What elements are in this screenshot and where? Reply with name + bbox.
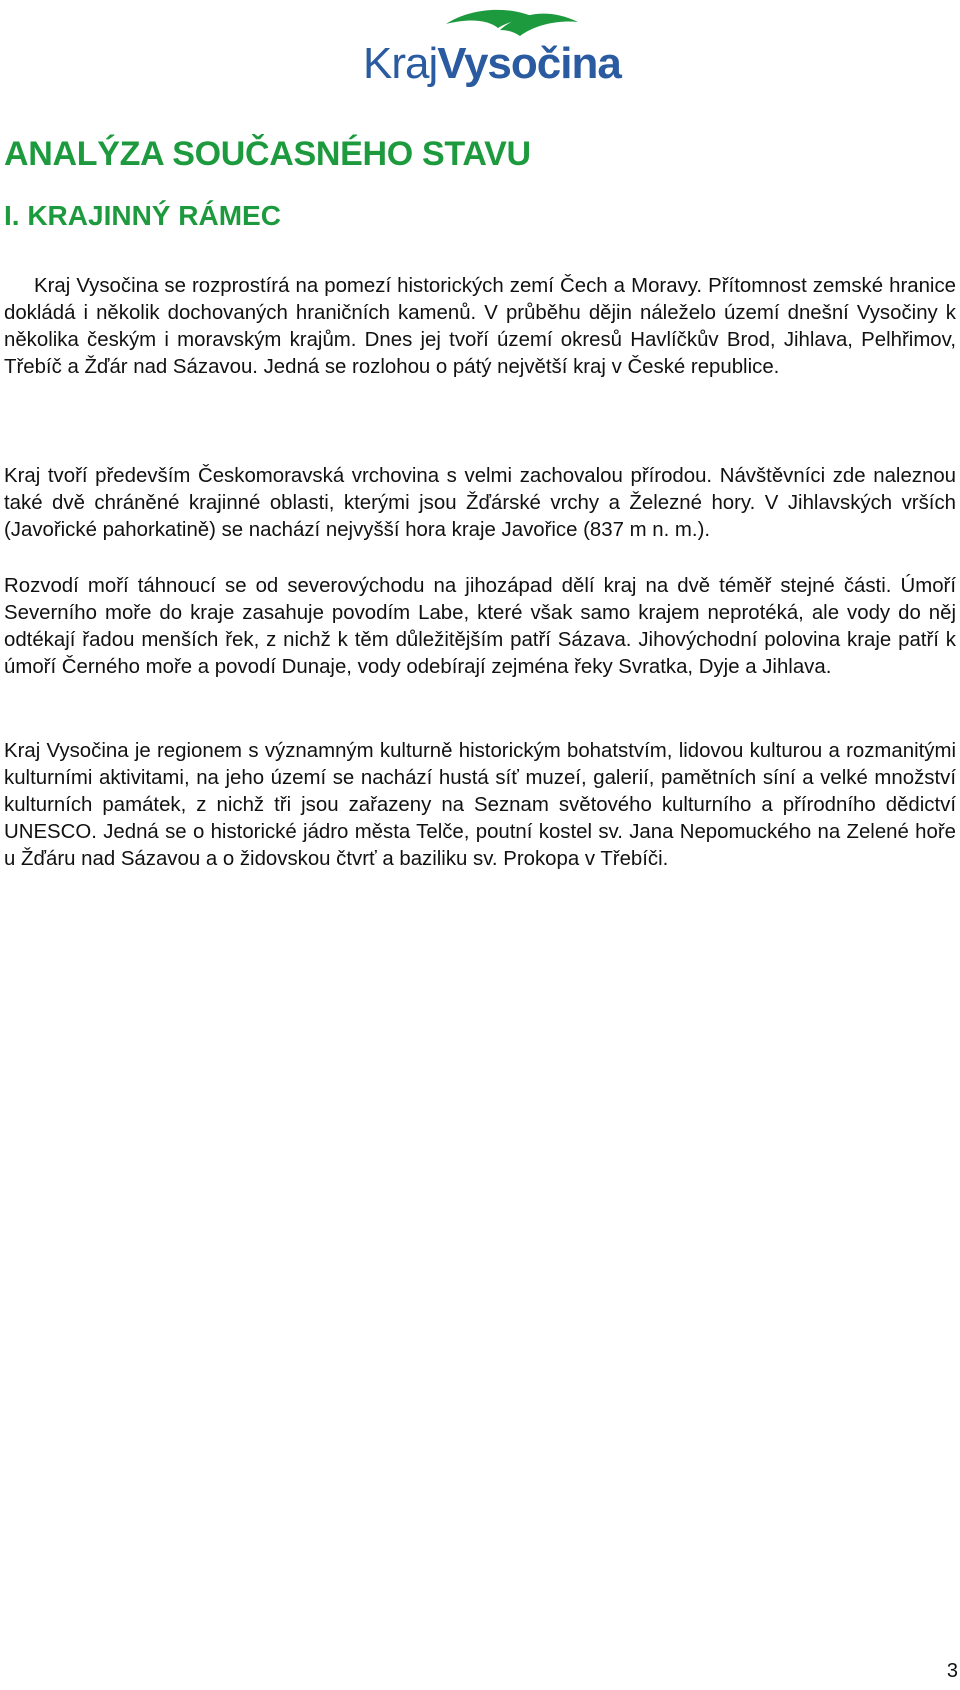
page-number: 3 — [946, 1660, 958, 1682]
section-subtitle: I. KRAJINNÝ RÁMEC — [4, 200, 281, 231]
kraj-vysocina-logo — [360, 6, 622, 96]
paragraph-culture: Kraj Vysočina je regionem s významným kulturně historickým bohatstvím, lidovou kulturou a rozmanitými kulturními aktivitami, na jeho území se nachází hustá síť muzeí, galerií, pamětních síní a velké množství kulturních památek, z nichž tři jsou zařazeny na Seznam světového kulturního a přírodního dědictví UNESCO. Jedná se o historické jádro města Telče, poutní kostel sv. Jana Nepomuckého na Zelené hoře u Žďáru nad Sázavou a o židovskou čtvrť a baziliku sv. Prokopa v Třebíči. — [4, 740, 956, 870]
logo-text-kraj: Kraj — [363, 39, 438, 88]
logo-text-vysocina: Vysočina — [437, 39, 621, 88]
paragraph-intro: Kraj Vysočina se rozprostírá na pomezí historických zemí Čech a Moravy. Přítomnost zemské hranice dokládá i několik dochovaných hraničních kamenů. V průběhu dějin náleželo území dnešní Vysočiny k několika českým i moravským krajům. Dnes jej tvoří území okresů Havlíčkův Brod, Jihlava, Pelhřimov, Třebíč a Žďár nad Sázavou. Jedná se rozlohou o pátý největší kraj v České republice. — [4, 275, 956, 378]
paragraph-watershed: Rozvodí moří táhnoucí se od severovýchodu na jihozápad dělí kraj na dvě téměř stejné části. Úmoří Severního moře do kraje zasahuje povodím Labe, které však samo krajem neprotéká, ale vody do něj odtékají řadou menších řek, z nichž k těm důležitějším patří Sázava. Jihovýchodní polovina kraje patří k úmoří Černého moře a povodí Dunaje, vody odebírají zejména řeky Svratka, Dyje a Jihlava. — [4, 575, 956, 678]
page-title: ANALÝZA SOUČASNÉHO STAVU — [4, 135, 531, 173]
paragraph-nature: Kraj tvoří především Českomoravská vrchovina s velmi zachovalou přírodou. Návštěvníci zde naleznou také dvě chráněné krajinné oblasti, kterými jsou Žďárské vrchy a Železné hory. V Jihlavských vrších (Javořické pahorkatině) se nachází nejvyšší hora kraje Javořice (837 m n. m.). — [4, 465, 956, 541]
logo-wordmark — [363, 39, 621, 88]
